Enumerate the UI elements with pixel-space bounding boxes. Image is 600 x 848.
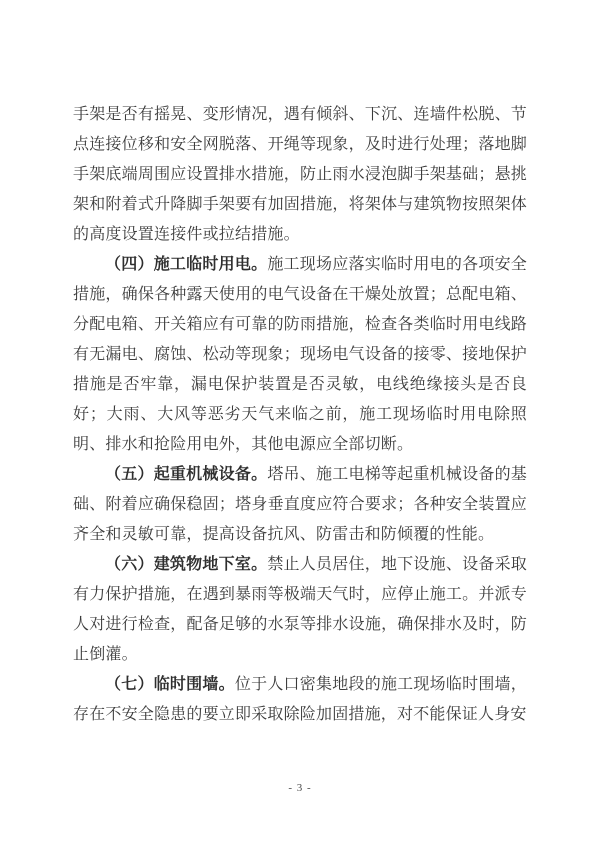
paragraph-building-basement — [73, 550, 527, 670]
paragraph-lead: （七）临时围墙。 — [105, 676, 235, 693]
page-number: - 3 - — [288, 782, 312, 794]
paragraph-lead: （四）施工临时用电。 — [105, 256, 268, 273]
paragraph-lead: （六）建筑物地下室。 — [105, 556, 268, 573]
paragraph-temporary-power — [73, 250, 527, 460]
paragraph-temporary-wall — [73, 670, 527, 730]
paragraph-body: 禁止人员居住，地下设施、设备采取有力保护措施，在遇到暴雨等极端天气时，应停止施工。并派专人对进行检查，配备足够的水泵等排水设施，确保排水及时，防止倒灌。 — [73, 556, 527, 663]
paragraph-body: 手架是否有摇晃、变形情况，遇有倾斜、下沉、连墙件松脱、节点连接位移和安全网脱落、开绳等现象，及时进行处理；落地脚手架底端周围应设置排水措施，防止雨水浸泡脚手架基础；悬挑架和附着式升降脚手架要有加固措施，将架体与建筑物按照架体的高度设置连接件或拉结措施。 — [73, 106, 527, 243]
paragraph-scaffold-continuation — [73, 100, 527, 250]
paragraph-lifting-machinery — [73, 460, 527, 550]
paragraph-lead: （五）起重机械设备。 — [105, 466, 268, 483]
paragraph-body: 施工现场应落实临时用电的各项安全措施，确保各种露天使用的电气设备在干燥处放置；总配电箱、分配电箱、开关箱应有可靠的防雨措施，检查各类临时用电线路有无漏电、腐蚀、松动等现象；现场电气设备的接零、接地保护措施是否牢靠，漏电保护装置是否灵敏，电线绝缘接头是否良好；大雨、大风等恶劣天气来临之前，施工现场临时用电除照明、排水和抢险用电外，其他电源应全部切断。 — [73, 256, 527, 453]
document-body — [73, 100, 527, 730]
paragraph-body: 位于人口密集地段的施工现场临时围墙，存在不安全隐患的要立即采取除险加固措施，对不能保证人身安 — [73, 676, 527, 723]
paragraph-body: 塔吊、施工电梯等起重机械设备的基础、附着应确保稳固；塔身垂直度应符合要求；各种安全装置应齐全和灵敏可靠，提高设备抗风、防雷击和防倾覆的性能。 — [73, 466, 527, 543]
